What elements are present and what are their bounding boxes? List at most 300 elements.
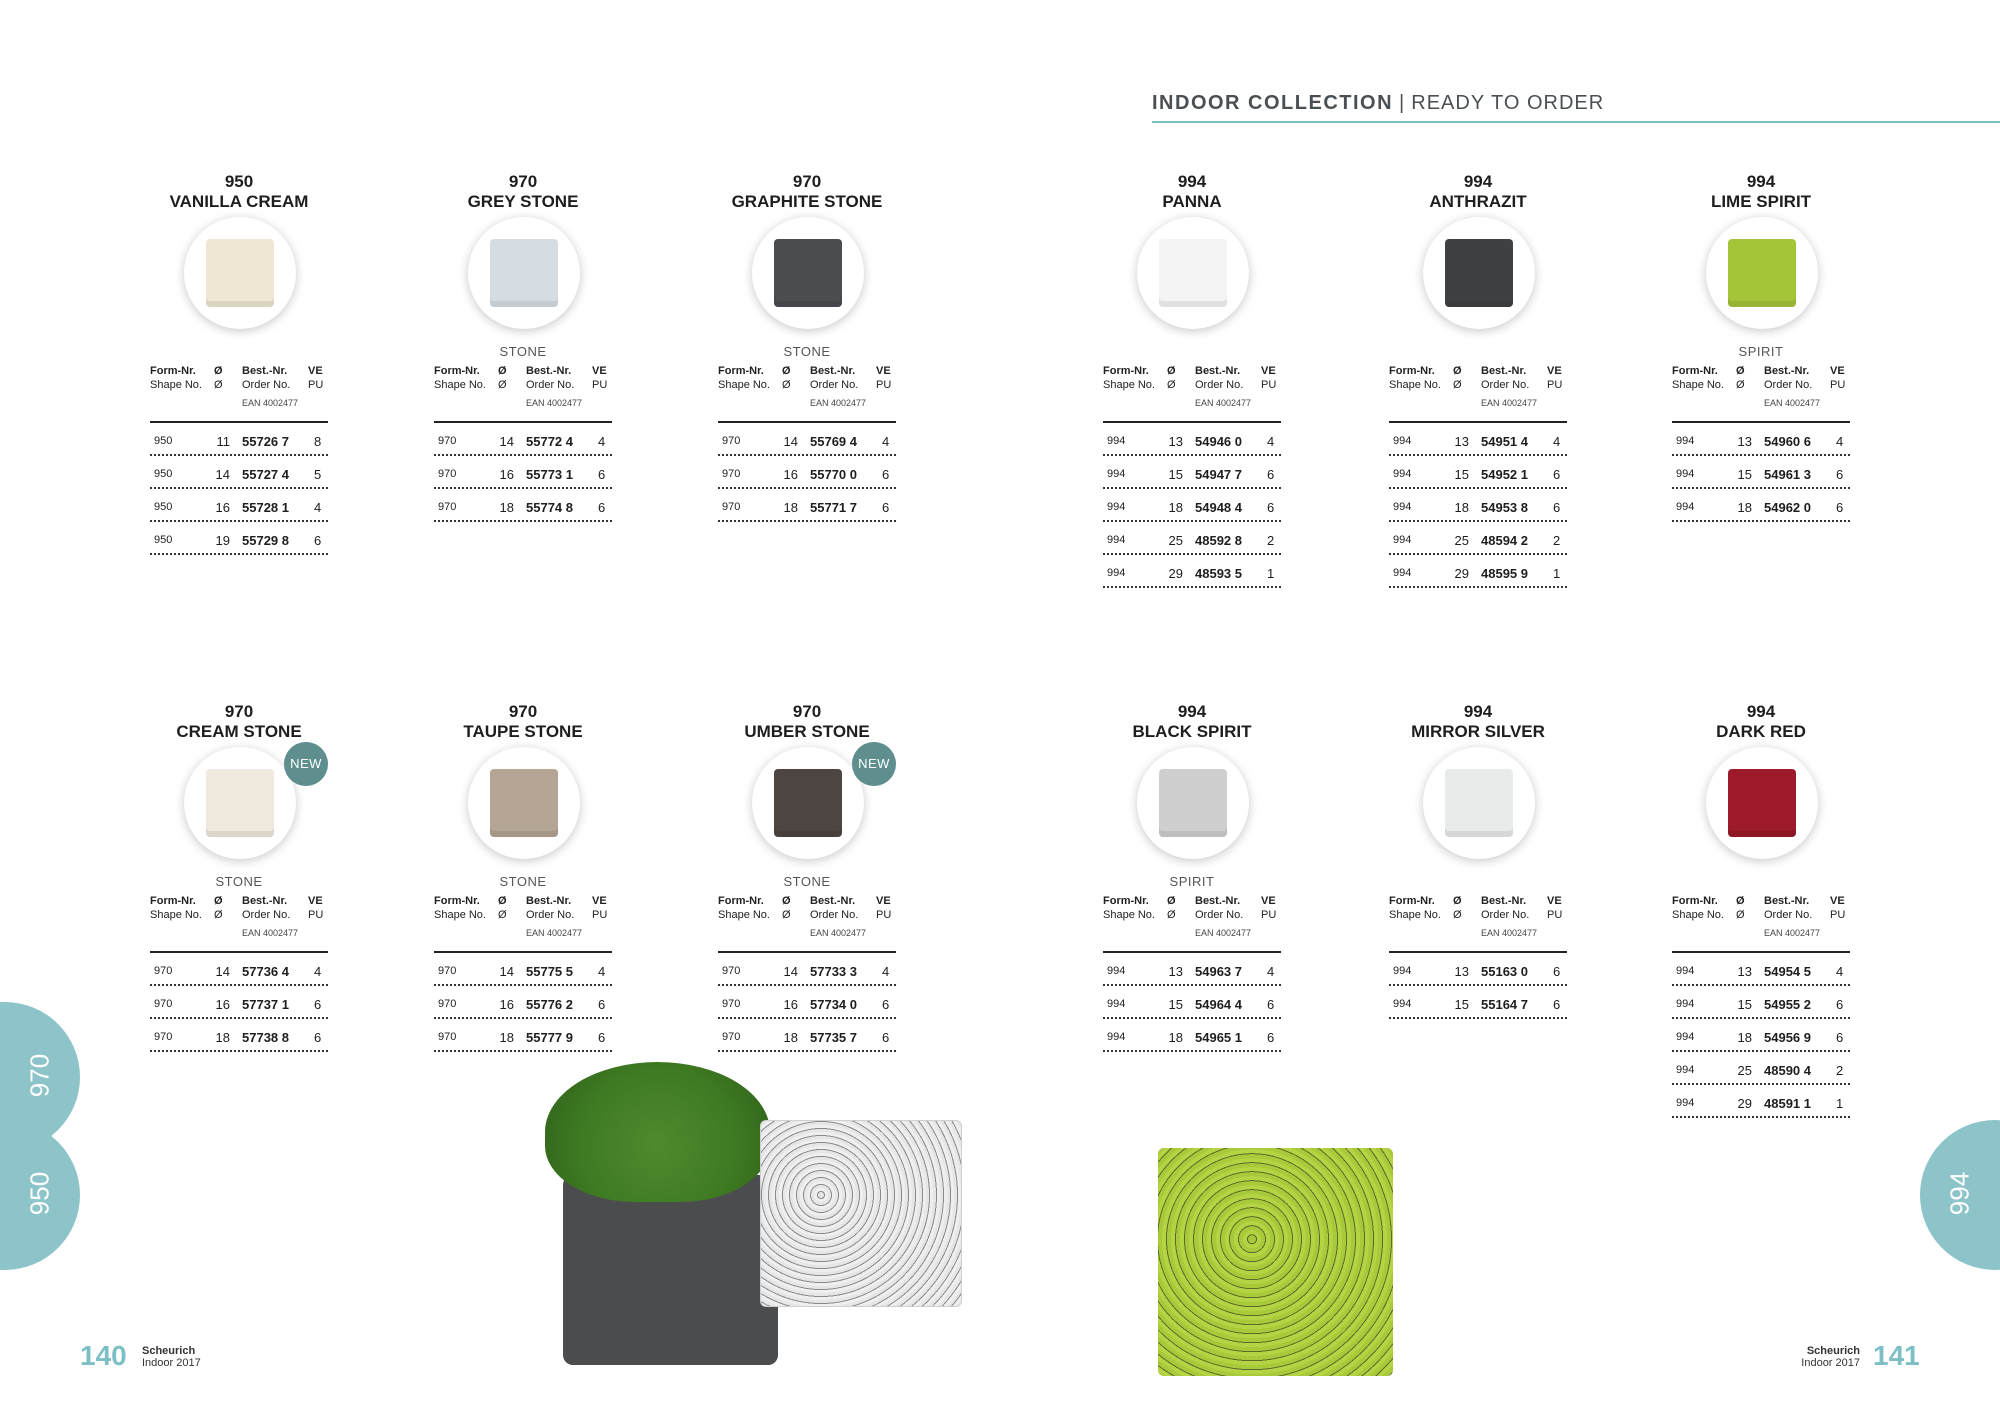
cell-pu: 4	[598, 964, 606, 979]
header-dia: Ø	[782, 365, 791, 377]
cell-pu: 6	[598, 500, 606, 515]
header-dia2: Ø	[1736, 909, 1745, 921]
header-pu: PU	[876, 379, 892, 391]
table-row	[1672, 1052, 1850, 1085]
cell-shape: 970	[154, 998, 173, 1010]
header-order-no: Order No.	[1481, 379, 1530, 391]
product-title	[1349, 702, 1607, 742]
header-best-nr: Best.-Nr.	[526, 895, 572, 907]
header-shape-no: Shape No.	[1389, 909, 1441, 921]
table-row	[1103, 986, 1281, 1019]
header-shape-no: Shape No.	[718, 909, 770, 921]
product-number: 970	[508, 172, 538, 191]
product-number: 970	[792, 172, 822, 191]
cell-shape: 950	[154, 501, 173, 513]
cell-diameter: 15	[1168, 997, 1183, 1012]
cell-order-no: 55769 4	[810, 434, 857, 449]
cell-shape: 970	[154, 1031, 173, 1043]
header-best-nr: Best.-Nr.	[1195, 895, 1241, 907]
cell-shape: 970	[438, 998, 457, 1010]
cell-diameter: 18	[1168, 1030, 1183, 1045]
product-photo	[1137, 747, 1249, 859]
cell-order-no: 57735 7	[810, 1030, 857, 1045]
cell-shape: 994	[1393, 567, 1412, 579]
cell-pu: 6	[1267, 1030, 1275, 1045]
cell-order-no: 57738 8	[242, 1030, 289, 1045]
table-row	[1672, 456, 1850, 489]
cell-order-no: 55164 7	[1481, 997, 1528, 1012]
cell-order-no: 55774 8	[526, 500, 573, 515]
cell-order-no: 48595 9	[1481, 566, 1528, 581]
header-best-nr: Best.-Nr.	[810, 365, 856, 377]
header-dia2: Ø	[1167, 909, 1176, 921]
cell-order-no: 54947 7	[1195, 467, 1242, 482]
cell-pu: 4	[882, 964, 890, 979]
cell-diameter: 18	[1737, 1030, 1752, 1045]
cell-shape: 950	[154, 468, 173, 480]
table-row	[718, 986, 896, 1019]
header-ean: EAN 4002477	[810, 398, 867, 408]
header-form-nr: Form-Nr.	[1103, 895, 1149, 907]
header-ean: EAN 4002477	[526, 928, 583, 938]
header-shape-no: Shape No.	[1389, 379, 1441, 391]
header-best-nr: Best.-Nr.	[810, 895, 856, 907]
cell-shape: 950	[154, 435, 173, 447]
header-shape-no: Shape No.	[1103, 909, 1155, 921]
cell-diameter: 25	[1168, 533, 1183, 548]
cell-shape: 994	[1676, 1064, 1695, 1076]
header-pu: PU	[1547, 379, 1563, 391]
product-name: GRAPHITE STONE	[731, 192, 883, 211]
cell-pu: 6	[882, 500, 890, 515]
cell-pu: 6	[598, 467, 606, 482]
cell-pu: 4	[882, 434, 890, 449]
header-dia: Ø	[1167, 365, 1176, 377]
pot-image	[490, 769, 558, 837]
cell-order-no: 48593 5	[1195, 566, 1242, 581]
cell-diameter: 16	[499, 467, 514, 482]
product-number: 994	[1177, 172, 1207, 191]
header-dia: Ø	[1453, 895, 1462, 907]
header-order-no: Order No.	[242, 379, 291, 391]
product-title	[1349, 172, 1607, 212]
cell-shape: 970	[722, 501, 741, 513]
table-row	[1672, 489, 1850, 522]
table-row	[1103, 489, 1281, 522]
cell-shape: 994	[1107, 501, 1126, 513]
cell-shape: 970	[722, 468, 741, 480]
table-row	[434, 953, 612, 986]
cell-shape: 994	[1676, 1097, 1695, 1109]
finish-label: STONE	[783, 344, 831, 359]
product-name: LIME SPIRIT	[1710, 192, 1812, 211]
product-photo	[1137, 217, 1249, 329]
cell-order-no: 54953 8	[1481, 500, 1528, 515]
table-row	[150, 1019, 328, 1052]
cell-shape: 970	[722, 998, 741, 1010]
cell-order-no: 54954 5	[1764, 964, 1811, 979]
photo-cactus-pot	[563, 1175, 778, 1365]
cell-order-no: 57736 4	[242, 964, 289, 979]
cell-shape: 970	[438, 468, 457, 480]
footer-brand-name-right: Scheurich	[1806, 1345, 1860, 1357]
header-order-no: Order No.	[1195, 909, 1244, 921]
header-form-nr: Form-Nr.	[1672, 895, 1718, 907]
cell-order-no: 55728 1	[242, 500, 289, 515]
product-name: CREAM STONE	[176, 722, 302, 741]
cell-order-no: 48594 2	[1481, 533, 1528, 548]
header-best-nr: Best.-Nr.	[1481, 365, 1527, 377]
cell-order-no: 54946 0	[1195, 434, 1242, 449]
header-title-bold: INDOOR COLLECTION	[1152, 92, 1394, 114]
cell-diameter: 15	[1168, 467, 1183, 482]
new-badge: NEW	[284, 742, 328, 786]
product-photo	[1423, 747, 1535, 859]
table-row	[1103, 953, 1281, 986]
header-best-nr: Best.-Nr.	[1764, 365, 1810, 377]
table-row	[150, 489, 328, 522]
cell-order-no: 55727 4	[242, 467, 289, 482]
cell-pu: 2	[1267, 533, 1275, 548]
cell-order-no: 54962 0	[1764, 500, 1811, 515]
cell-diameter: 18	[215, 1030, 230, 1045]
cell-diameter: 25	[1737, 1063, 1752, 1078]
table-row	[150, 423, 328, 456]
header-order-no: Order No.	[242, 909, 291, 921]
footer-brand-name-left: Scheurich	[142, 1345, 196, 1357]
cell-shape: 970	[722, 965, 741, 977]
header-ve: VE	[1547, 365, 1562, 377]
cell-diameter: 18	[1737, 500, 1752, 515]
table-row	[1672, 1085, 1850, 1118]
header-shape-no: Shape No.	[1672, 909, 1724, 921]
side-tab-994	[1920, 1120, 2000, 1270]
header-form-nr: Form-Nr.	[718, 895, 764, 907]
cell-order-no: 55163 0	[1481, 964, 1528, 979]
cell-diameter: 18	[783, 1030, 798, 1045]
header-ean: EAN 4002477	[1481, 398, 1538, 408]
cell-shape: 994	[1393, 534, 1412, 546]
cell-order-no: 55771 7	[810, 500, 857, 515]
table-row	[150, 986, 328, 1019]
header-form-nr: Form-Nr.	[1389, 365, 1435, 377]
pot-image	[206, 239, 274, 307]
cell-pu: 1	[1836, 1096, 1844, 1111]
product-photo	[1423, 217, 1535, 329]
pot-image	[1159, 769, 1227, 837]
product-title	[678, 702, 936, 742]
cell-pu: 6	[314, 533, 322, 548]
cell-order-no: 54948 4	[1195, 500, 1242, 515]
cell-order-no: 54964 4	[1195, 997, 1242, 1012]
table-row	[1389, 953, 1567, 986]
header-order-no: Order No.	[1481, 909, 1530, 921]
header-shape-no: Shape No.	[150, 909, 202, 921]
header-best-nr: Best.-Nr.	[1195, 365, 1241, 377]
header-dia2: Ø	[1453, 379, 1462, 391]
header-best-nr: Best.-Nr.	[1764, 895, 1810, 907]
header-pu: PU	[1547, 909, 1563, 921]
side-tab-994-label: 994	[1944, 1171, 1975, 1216]
table-row	[718, 423, 896, 456]
header-ean: EAN 4002477	[1764, 398, 1821, 408]
cell-order-no: 55776 2	[526, 997, 573, 1012]
section-header	[1152, 92, 1604, 115]
pot-image	[774, 769, 842, 837]
header-order-no: Order No.	[526, 379, 575, 391]
header-ean: EAN 4002477	[810, 928, 867, 938]
table-row	[718, 456, 896, 489]
finish-label: STONE	[499, 874, 547, 889]
cell-diameter: 15	[1737, 467, 1752, 482]
cell-diameter: 13	[1454, 964, 1469, 979]
cell-order-no: 57734 0	[810, 997, 857, 1012]
header-dia2: Ø	[1453, 909, 1462, 921]
cell-order-no: 55775 5	[526, 964, 573, 979]
table-row	[1389, 986, 1567, 1019]
cell-diameter: 18	[783, 500, 798, 515]
cell-shape: 994	[1676, 468, 1695, 480]
product-number: 994	[1463, 172, 1493, 191]
cell-shape: 994	[1107, 435, 1126, 447]
table-row	[1389, 456, 1567, 489]
cell-pu: 6	[1553, 467, 1561, 482]
cell-diameter: 14	[783, 964, 798, 979]
header-ean: EAN 4002477	[526, 398, 583, 408]
cell-diameter: 16	[215, 500, 230, 515]
header-form-nr: Form-Nr.	[434, 365, 480, 377]
header-order-no: Order No.	[810, 379, 859, 391]
footer-brand-left	[142, 1345, 201, 1369]
table-row	[1103, 555, 1281, 588]
cell-shape: 994	[1107, 468, 1126, 480]
table-row	[434, 1019, 612, 1052]
cell-diameter: 29	[1454, 566, 1469, 581]
cell-diameter: 13	[1168, 964, 1183, 979]
header-ean: EAN 4002477	[1764, 928, 1821, 938]
header-pu: PU	[592, 379, 608, 391]
cell-pu: 4	[598, 434, 606, 449]
header-form-nr: Form-Nr.	[718, 365, 764, 377]
cell-order-no: 57733 3	[810, 964, 857, 979]
product-number: 994	[1746, 172, 1776, 191]
cell-order-no: 54960 6	[1764, 434, 1811, 449]
header-ve: VE	[876, 895, 891, 907]
pot-image	[206, 769, 274, 837]
table-row	[1672, 986, 1850, 1019]
cell-shape: 970	[722, 1031, 741, 1043]
cell-shape: 994	[1107, 567, 1126, 579]
header-dia2: Ø	[782, 909, 791, 921]
cell-order-no: 55770 0	[810, 467, 857, 482]
pot-image	[1445, 769, 1513, 837]
cell-order-no: 55773 1	[526, 467, 573, 482]
cell-pu: 6	[882, 1030, 890, 1045]
cell-shape: 970	[438, 965, 457, 977]
table-row	[434, 489, 612, 522]
cell-diameter: 18	[499, 1030, 514, 1045]
cell-pu: 4	[1267, 434, 1275, 449]
footer-edition-right: Indoor 2017	[1801, 1357, 1860, 1369]
header-ean: EAN 4002477	[242, 928, 299, 938]
header-ve: VE	[1830, 365, 1845, 377]
table-row	[1103, 456, 1281, 489]
cell-diameter: 11	[216, 434, 230, 449]
header-dia: Ø	[214, 895, 223, 907]
product-photo	[184, 217, 296, 329]
product-title	[394, 702, 652, 742]
header-pu: PU	[1261, 909, 1277, 921]
cell-diameter: 29	[1168, 566, 1183, 581]
product-number: 970	[792, 702, 822, 721]
header-form-nr: Form-Nr.	[150, 895, 196, 907]
cell-shape: 994	[1393, 435, 1412, 447]
photo-cactus-plant	[545, 1062, 770, 1202]
header-rule	[1152, 121, 2000, 123]
cell-shape: 970	[722, 435, 741, 447]
product-name: GREY STONE	[467, 192, 579, 211]
product-number: 994	[1463, 702, 1493, 721]
table-row	[150, 456, 328, 489]
cell-pu: 6	[314, 997, 322, 1012]
header-ve: VE	[1830, 895, 1845, 907]
cell-order-no: 54963 7	[1195, 964, 1242, 979]
product-name: UMBER STONE	[744, 722, 870, 741]
cell-pu: 4	[1836, 434, 1844, 449]
cell-shape: 994	[1393, 501, 1412, 513]
product-photo	[184, 747, 296, 859]
header-shape-no: Shape No.	[434, 379, 486, 391]
header-order-no: Order No.	[1764, 909, 1813, 921]
finish-label: SPIRIT	[1738, 344, 1784, 359]
pot-image	[1159, 239, 1227, 307]
cell-order-no: 57737 1	[242, 997, 289, 1012]
cell-order-no: 48592 8	[1195, 533, 1242, 548]
product-name: MIRROR SILVER	[1411, 722, 1545, 741]
cell-pu: 6	[1553, 997, 1561, 1012]
cell-shape: 970	[438, 1031, 457, 1043]
cell-shape: 994	[1393, 468, 1412, 480]
cell-pu: 4	[1267, 964, 1275, 979]
footer-edition-left: Indoor 2017	[142, 1357, 201, 1369]
cell-diameter: 29	[1737, 1096, 1752, 1111]
cell-pu: 6	[882, 467, 890, 482]
pot-image	[1445, 239, 1513, 307]
product-name: VANILLA CREAM	[169, 192, 309, 211]
cell-order-no: 55729 8	[242, 533, 289, 548]
product-name: ANTHRAZIT	[1429, 192, 1527, 211]
header-best-nr: Best.-Nr.	[526, 365, 572, 377]
cell-order-no: 54961 3	[1764, 467, 1811, 482]
header-pu: PU	[592, 909, 608, 921]
table-row	[718, 953, 896, 986]
table-row	[1672, 423, 1850, 456]
cell-diameter: 18	[1168, 500, 1183, 515]
table-row	[1103, 522, 1281, 555]
product-name: PANNA	[1162, 192, 1222, 211]
table-row	[1389, 522, 1567, 555]
cell-diameter: 13	[1737, 964, 1752, 979]
cell-order-no: 54956 9	[1764, 1030, 1811, 1045]
header-ve: VE	[592, 365, 607, 377]
side-tab-950-label: 950	[24, 1171, 55, 1216]
cell-pu: 6	[1836, 1030, 1844, 1045]
table-row	[150, 522, 328, 555]
header-shape-no: Shape No.	[434, 909, 486, 921]
cell-pu: 2	[1836, 1063, 1844, 1078]
product-number: 994	[1177, 702, 1207, 721]
cell-pu: 6	[1836, 500, 1844, 515]
cell-pu: 6	[1553, 964, 1561, 979]
header-pu: PU	[308, 909, 324, 921]
product-number: 950	[224, 172, 254, 191]
finish-label: STONE	[783, 874, 831, 889]
cell-shape: 994	[1676, 501, 1695, 513]
cell-diameter: 13	[1737, 434, 1752, 449]
header-dia: Ø	[1453, 365, 1462, 377]
cell-pu: 6	[314, 1030, 322, 1045]
header-form-nr: Form-Nr.	[150, 365, 196, 377]
cell-shape: 994	[1107, 998, 1126, 1010]
product-title	[1063, 172, 1321, 212]
side-tab-950	[0, 1120, 80, 1270]
header-pu: PU	[876, 909, 892, 921]
header-dia2: Ø	[498, 909, 507, 921]
cell-shape: 994	[1107, 1031, 1126, 1043]
header-ve: VE	[1547, 895, 1562, 907]
cell-diameter: 14	[499, 964, 514, 979]
cell-diameter: 16	[499, 997, 514, 1012]
footer-brand-right	[1790, 1345, 1860, 1369]
cell-shape: 994	[1393, 965, 1412, 977]
cell-pu: 1	[1553, 566, 1561, 581]
header-dia: Ø	[1167, 895, 1176, 907]
cell-shape: 970	[438, 501, 457, 513]
header-best-nr: Best.-Nr.	[242, 365, 288, 377]
cell-pu: 6	[1836, 997, 1844, 1012]
cell-pu: 4	[1836, 964, 1844, 979]
cell-order-no: 54955 2	[1764, 997, 1811, 1012]
header-best-nr: Best.-Nr.	[1481, 895, 1527, 907]
header-dia2: Ø	[214, 379, 223, 391]
header-dia: Ø	[782, 895, 791, 907]
cell-diameter: 14	[215, 964, 230, 979]
product-photo	[468, 747, 580, 859]
header-dia: Ø	[498, 895, 507, 907]
header-shape-no: Shape No.	[1672, 379, 1724, 391]
header-ve: VE	[1261, 895, 1276, 907]
table-row	[1103, 423, 1281, 456]
finish-label: STONE	[499, 344, 547, 359]
cell-pu: 6	[1267, 467, 1275, 482]
header-shape-no: Shape No.	[1103, 379, 1155, 391]
header-dia2: Ø	[1736, 379, 1745, 391]
cell-diameter: 25	[1454, 533, 1469, 548]
header-order-no: Order No.	[1195, 379, 1244, 391]
pot-image	[774, 239, 842, 307]
cell-pu: 6	[1267, 500, 1275, 515]
product-photo	[468, 217, 580, 329]
cell-diameter: 19	[215, 533, 230, 548]
photo-spotted-pot	[760, 1120, 962, 1307]
table-row	[150, 953, 328, 986]
cell-pu: 6	[598, 997, 606, 1012]
cell-diameter: 16	[783, 467, 798, 482]
header-ean: EAN 4002477	[1481, 928, 1538, 938]
photo-lime-pot	[1158, 1148, 1393, 1376]
cell-shape: 950	[154, 534, 173, 546]
cell-pu: 4	[314, 500, 322, 515]
